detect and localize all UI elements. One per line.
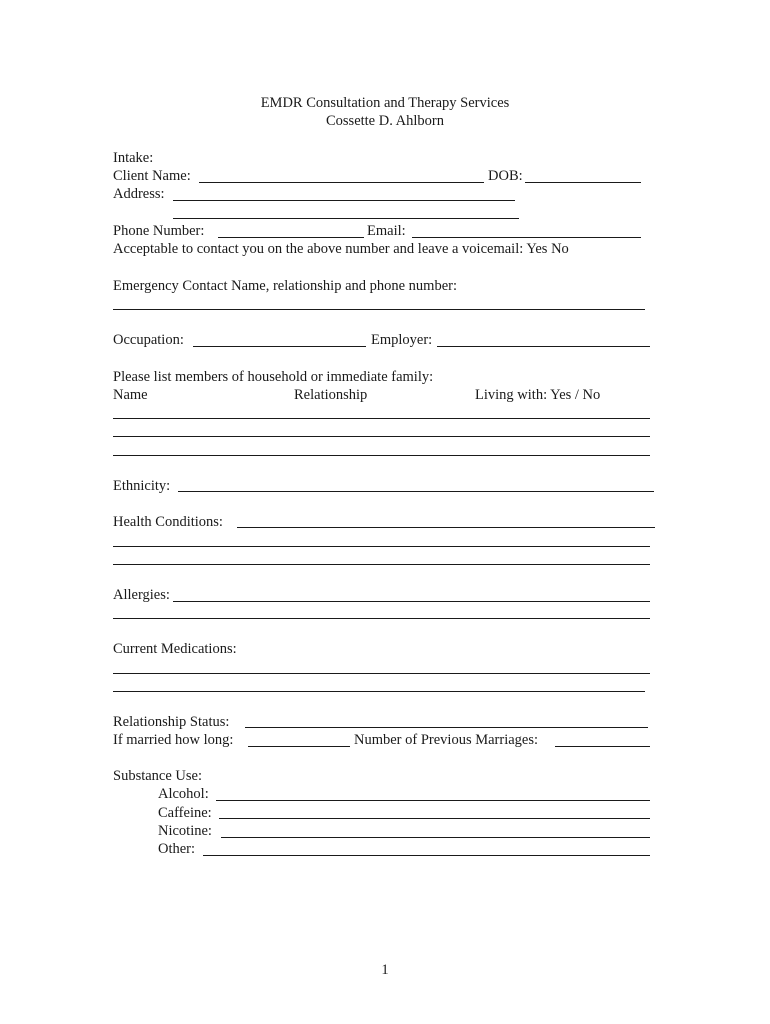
ethnicity-label: Ethnicity:: [113, 478, 171, 494]
form-title: EMDR Consultation and Therapy Services: [260, 95, 510, 111]
previous-marriages-label: Number of Previous Marriages:: [354, 732, 539, 748]
medications-line[interactable]: [113, 673, 650, 674]
occupation-label: Occupation:: [113, 332, 184, 348]
emergency-contact-field[interactable]: [113, 309, 645, 310]
address-field-line-2[interactable]: [173, 218, 519, 219]
email-field[interactable]: [412, 237, 641, 238]
alcohol-label: Alcohol:: [158, 786, 209, 802]
other-substance-field[interactable]: [203, 855, 650, 856]
nicotine-label: Nicotine:: [158, 823, 212, 839]
dob-field[interactable]: [525, 182, 641, 183]
emergency-contact-label: Emergency Contact Name, relationship and phone number:: [113, 278, 458, 294]
medications-line[interactable]: [113, 691, 645, 692]
client-name-field[interactable]: [199, 182, 484, 183]
health-conditions-field[interactable]: [237, 527, 655, 528]
form-subtitle: Cossette D. Ahlborn: [325, 113, 444, 129]
alcohol-field[interactable]: [216, 800, 650, 801]
employer-field[interactable]: [437, 346, 650, 347]
other-substance-label: Other:: [158, 841, 196, 857]
allergies-line[interactable]: [113, 618, 650, 619]
relationship-status-label: Relationship Status:: [113, 714, 230, 730]
household-heading: Please list members of household or immediate family:: [113, 369, 434, 385]
substance-use-heading: Substance Use:: [113, 768, 202, 784]
employer-label: Employer:: [371, 332, 433, 348]
household-col-living-with: Living with: Yes / No: [475, 387, 601, 403]
dob-label: DOB:: [488, 168, 523, 184]
email-label: Email:: [367, 223, 406, 239]
voicemail-consent-text: Acceptable to contact you on the above number and leave a voicemail: Yes No: [113, 241, 569, 257]
relationship-status-field[interactable]: [245, 727, 648, 728]
allergies-label: Allergies:: [113, 587, 170, 603]
nicotine-field[interactable]: [221, 837, 650, 838]
health-conditions-line[interactable]: [113, 564, 650, 565]
occupation-field[interactable]: [193, 346, 366, 347]
previous-marriages-field[interactable]: [555, 746, 650, 747]
allergies-field[interactable]: [173, 601, 650, 602]
medications-label: Current Medications:: [113, 641, 237, 657]
household-col-relationship: Relationship: [294, 387, 368, 403]
caffeine-field[interactable]: [219, 818, 650, 819]
household-col-name: Name: [113, 387, 148, 403]
client-name-label: Client Name:: [113, 168, 191, 184]
caffeine-label: Caffeine:: [158, 805, 212, 821]
intake-heading: Intake:: [113, 150, 154, 166]
address-field-line-1[interactable]: [173, 200, 515, 201]
household-row-line[interactable]: [113, 418, 650, 419]
health-conditions-line[interactable]: [113, 546, 650, 547]
health-conditions-label: Health Conditions:: [113, 514, 223, 530]
married-duration-field[interactable]: [248, 746, 350, 747]
married-duration-label: If married how long:: [113, 732, 234, 748]
page-number: 1: [381, 962, 389, 978]
household-row-line[interactable]: [113, 436, 650, 437]
address-label: Address:: [113, 186, 165, 202]
phone-label: Phone Number:: [113, 223, 205, 239]
phone-field[interactable]: [218, 237, 364, 238]
household-row-line[interactable]: [113, 455, 650, 456]
ethnicity-field[interactable]: [178, 491, 654, 492]
